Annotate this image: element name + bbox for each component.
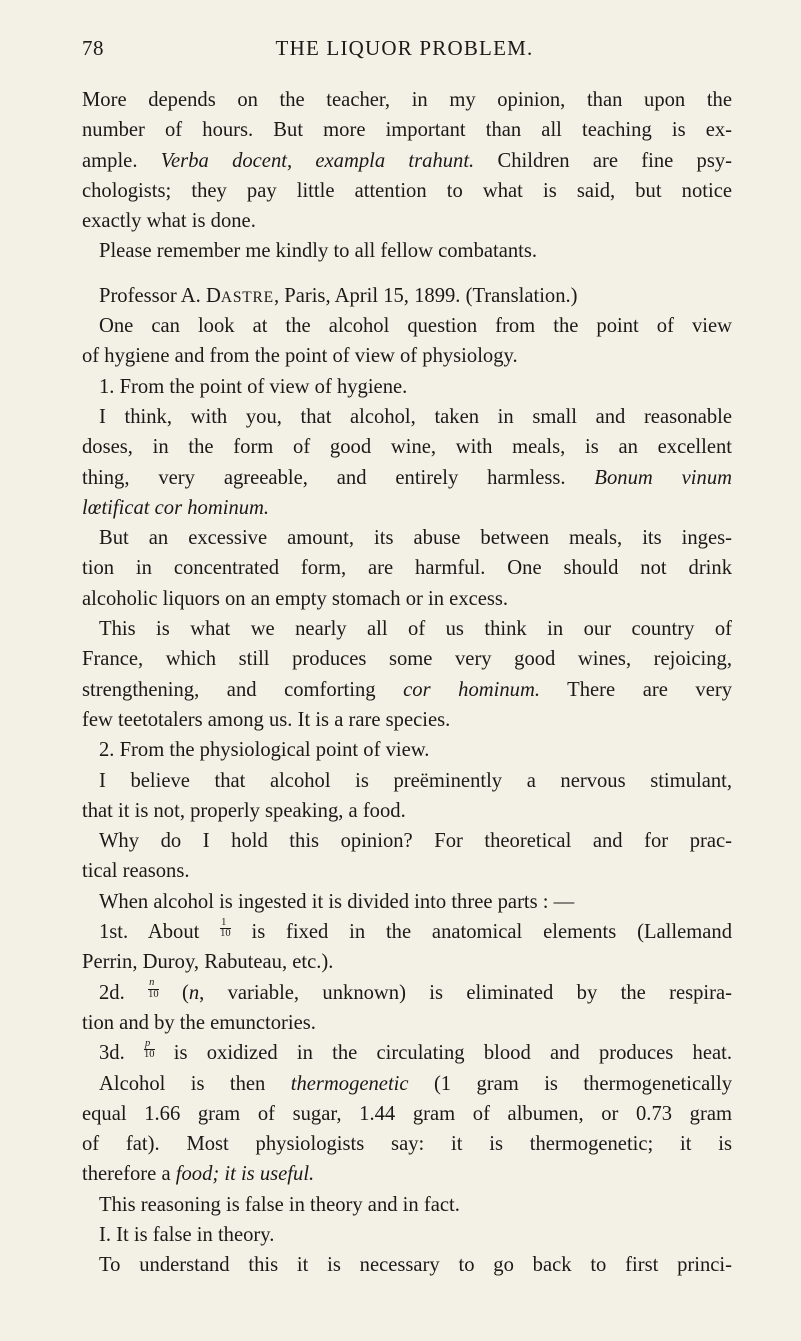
text-line: of fat). Most physiologists say: it is thermogenetic; it is: [82, 1133, 732, 1156]
fraction: $\frac{1}{10}$: [220, 916, 231, 940]
text-line: tical reasons.: [82, 860, 190, 883]
text-line: More depends on the teacher, in my opinion, than upon the: [82, 89, 732, 111]
text-line: Alcohol is then thermogenetic (1 gram is thermogenetically: [99, 1072, 732, 1095]
text-line: I believe that alcohol is preëminently a nervous stimulant,: [99, 769, 732, 792]
letter-heading: Professor A. DASTRE, Paris, April 15, 1899. (Translation.): [99, 284, 578, 307]
text-line: chologists; they pay little attention to what is said, but notice: [82, 179, 732, 202]
emphasis: thermogenetic: [290, 1072, 409, 1095]
text-line: When alcohol is ingested it is divided into three parts : —: [99, 890, 575, 913]
text-line: ample. Verba docent, exampla trahunt. Children are fine psy-: [82, 149, 732, 172]
text-line: 2. From the physiological point of view.: [99, 739, 430, 762]
latin-quote: lœtificat cor hominum.: [82, 496, 270, 519]
text-line: This is what we nearly all of us think in our country of: [99, 618, 732, 641]
text-line: Why do I hold this opinion? For theoretical and for prac-: [99, 830, 732, 853]
text-line: equal 1.66 gram of sugar, 1.44 gram of albumen, or 0.73 gram: [82, 1102, 732, 1125]
text-line: Perrin, Duroy, Rabuteau, etc.).: [82, 951, 334, 974]
text-line: 1st. About $\frac{1}{10}$ is fixed in the anatomical elements (Lallemand: [99, 916, 733, 944]
text-line: 2d. $\frac{n}{10}$ (n, variable, unknown) is eliminated by the respira-: [99, 977, 732, 1004]
text-line: of hygiene and from the point of view of physiology.: [82, 345, 518, 368]
text-line: I think, with you, that alcohol, taken in small and reasonable: [99, 405, 732, 428]
body-text: [82, 85, 732, 1281]
fraction: $\frac{n}{10}$: [148, 977, 159, 1000]
emphasis: food; it is useful.: [175, 1163, 315, 1186]
text-line: But an excessive amount, its abuse between meals, its inges-: [99, 527, 732, 550]
text-line: Please remember me kindly to all fellow combatants.: [99, 240, 538, 263]
page-header: [82, 34, 727, 64]
text-line: thing, very agreeable, and entirely harmless. Bonum vinum: [82, 466, 732, 489]
text-line: tion and by the emunctories.: [82, 1011, 316, 1034]
latin-quote: Bonum vinum: [594, 466, 732, 489]
text-line: few teetotalers among us. It is a rare species.: [82, 708, 451, 731]
text-line: [82, 493, 732, 523]
text-line: that it is not, properly speaking, a food.: [82, 799, 406, 822]
page-number: 78: [82, 36, 104, 60]
text-line: 3d. $\frac{p}{10}$ is oxidized in the circulating blood and produces heat.: [99, 1037, 733, 1065]
latin-quote: cor hominum.: [403, 678, 540, 701]
text-line: exactly what is done.: [82, 210, 256, 233]
text-line: This reasoning is false in theory and in fact.: [99, 1193, 460, 1216]
text-line: number of hours. But more important than all teaching is ex-: [82, 119, 732, 142]
text-line: One can look at the alcohol question from the point of view: [99, 315, 732, 338]
text-line: alcoholic liquors on an empty stomach or in excess.: [82, 587, 509, 610]
text-line: therefore a food; it is useful.: [82, 1163, 315, 1186]
text-line: I. It is false in theory.: [99, 1223, 275, 1246]
text-line: strengthening, and comforting cor hominum. There are very: [82, 678, 733, 701]
fraction: $\frac{p}{10}$: [144, 1037, 155, 1061]
latin-quote: Verba docent, exampla trahunt.: [160, 149, 475, 172]
text-line: 1. From the point of view of hygiene.: [99, 375, 408, 398]
text-line: doses, in the form of good wine, with meals, is an excellent: [82, 436, 732, 459]
running-title: THE LIQUOR PROBLEM.: [275, 36, 534, 60]
text-line: To understand this it is necessary to go back to first princi-: [99, 1254, 732, 1277]
text-line: France, which still produces some very good wines, rejoicing,: [82, 648, 732, 671]
text-line: tion in concentrated form, are harmful. One should not drink: [82, 557, 732, 580]
